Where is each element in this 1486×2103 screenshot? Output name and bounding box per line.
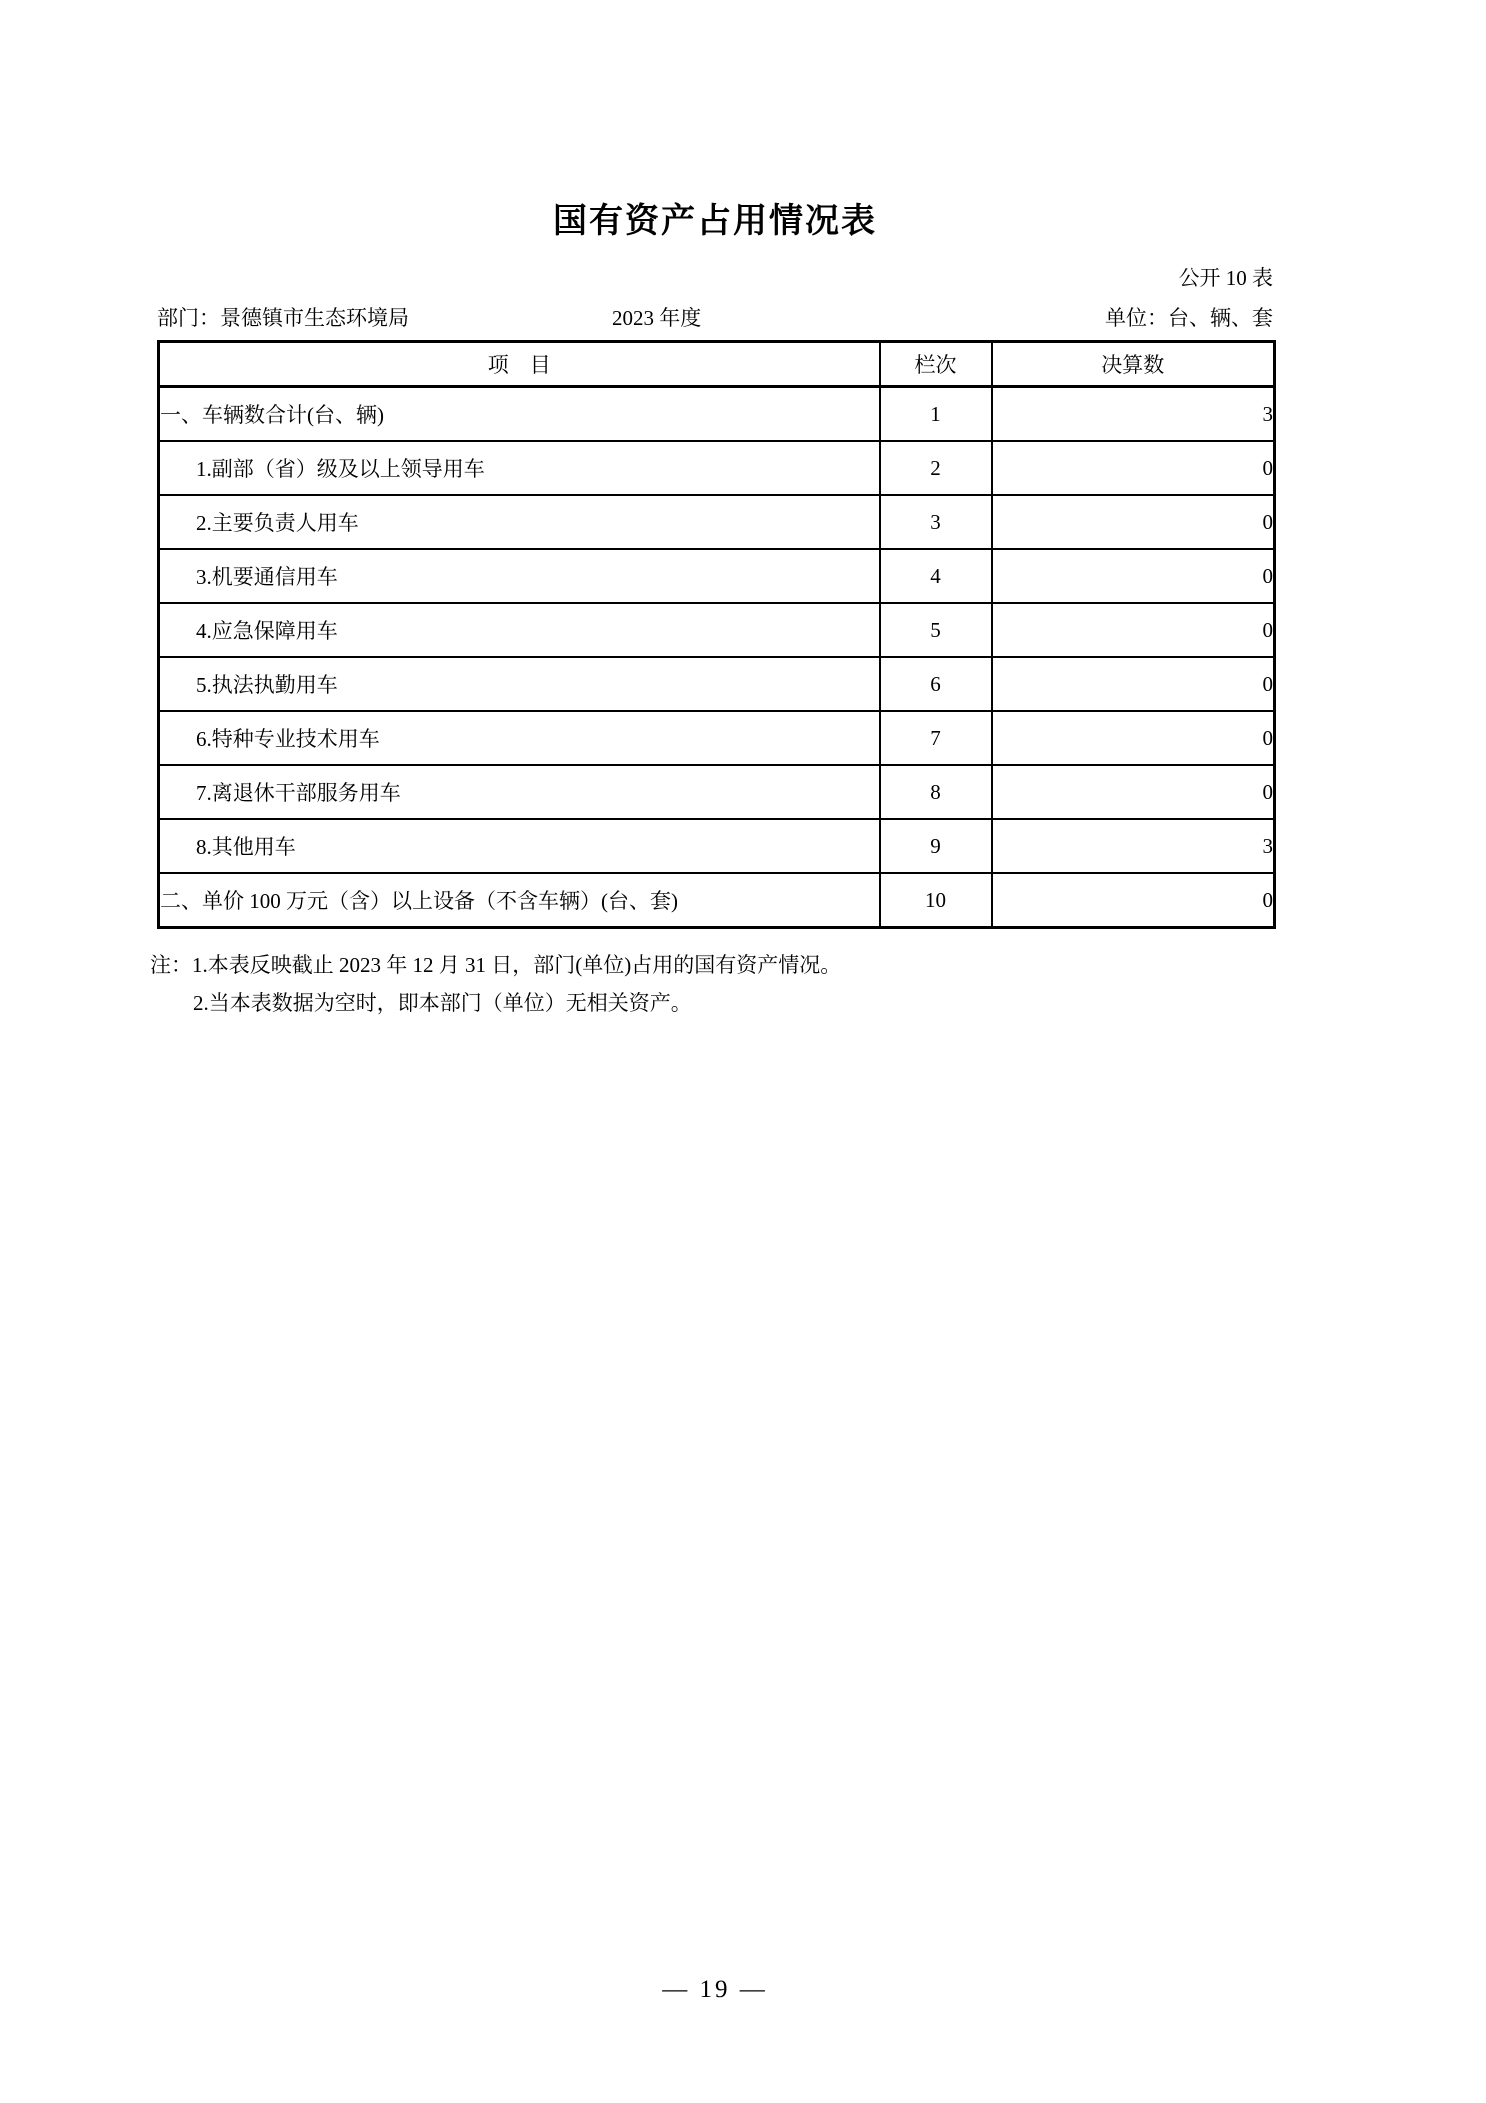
- row-column-index: 10: [880, 873, 992, 928]
- header-final-amount: 决算数: [992, 342, 1275, 387]
- table-row: [159, 657, 1275, 711]
- page-number: — 19 —: [662, 1976, 768, 2003]
- table-row: [159, 873, 1275, 928]
- fiscal-year-label: 2023 年度: [612, 306, 702, 330]
- table-row: [159, 711, 1275, 765]
- row-item-label: 5.执法执勤用车: [159, 657, 880, 711]
- row-final-amount: 3: [992, 819, 1275, 873]
- row-item-label: 2.主要负责人用车: [159, 495, 880, 549]
- row-final-amount: 0: [992, 711, 1275, 765]
- row-item-label: 1.副部（省）级及以上领导用车: [159, 441, 880, 495]
- state-asset-table: [157, 340, 1276, 929]
- row-column-index: 2: [880, 441, 992, 495]
- row-final-amount: 0: [992, 603, 1275, 657]
- row-column-index: 9: [880, 819, 992, 873]
- page-title: 国有资产占用情况表: [553, 202, 877, 240]
- table-notes: [150, 946, 1280, 1022]
- public-table-number-label: 公开 10 表: [1178, 266, 1273, 290]
- row-item-label: 8.其他用车: [159, 819, 880, 873]
- row-item-label: 一、车辆数合计(台、辆): [159, 387, 880, 442]
- table-header-row: [159, 342, 1275, 387]
- department-label: 部门：景德镇市生态环境局: [157, 306, 409, 330]
- table-header: [159, 342, 1275, 387]
- header-item: 项 目: [159, 342, 880, 387]
- table-row: [159, 765, 1275, 819]
- row-final-amount: 0: [992, 873, 1275, 928]
- table-row: [159, 387, 1275, 442]
- row-item-label: 3.机要通信用车: [159, 549, 880, 603]
- row-final-amount: 0: [992, 549, 1275, 603]
- row-column-index: 6: [880, 657, 992, 711]
- table-row: [159, 549, 1275, 603]
- asset-table-body: [159, 387, 1275, 928]
- note-line-1: 注：1.本表反映截止 2023 年 12 月 31 日，部门(单位)占用的国有资产情况。: [150, 953, 842, 977]
- row-item-label: 6.特种专业技术用车: [159, 711, 880, 765]
- row-column-index: 8: [880, 765, 992, 819]
- row-final-amount: 0: [992, 765, 1275, 819]
- table-row: [159, 441, 1275, 495]
- row-column-index: 3: [880, 495, 992, 549]
- row-column-index: 1: [880, 387, 992, 442]
- row-column-index: 4: [880, 549, 992, 603]
- row-item-label: 7.离退休干部服务用车: [159, 765, 880, 819]
- row-final-amount: 0: [992, 657, 1275, 711]
- row-final-amount: 0: [992, 441, 1275, 495]
- row-column-index: 5: [880, 603, 992, 657]
- row-column-index: 7: [880, 711, 992, 765]
- table-row: [159, 603, 1275, 657]
- unit-label: 单位：台、辆、套: [1105, 306, 1273, 330]
- row-item-label: 4.应急保障用车: [159, 603, 880, 657]
- table-row: [159, 819, 1275, 873]
- note-line-2: 2.当本表数据为空时，即本部门（单位）无相关资产。: [193, 991, 692, 1015]
- table-row: [159, 495, 1275, 549]
- header-column-index: 栏次: [880, 342, 992, 387]
- row-item-label: 二、单价 100 万元（含）以上设备（不含车辆）(台、套): [159, 873, 880, 928]
- row-final-amount: 3: [992, 387, 1275, 442]
- table-meta-row: [157, 302, 1273, 332]
- row-final-amount: 0: [992, 495, 1275, 549]
